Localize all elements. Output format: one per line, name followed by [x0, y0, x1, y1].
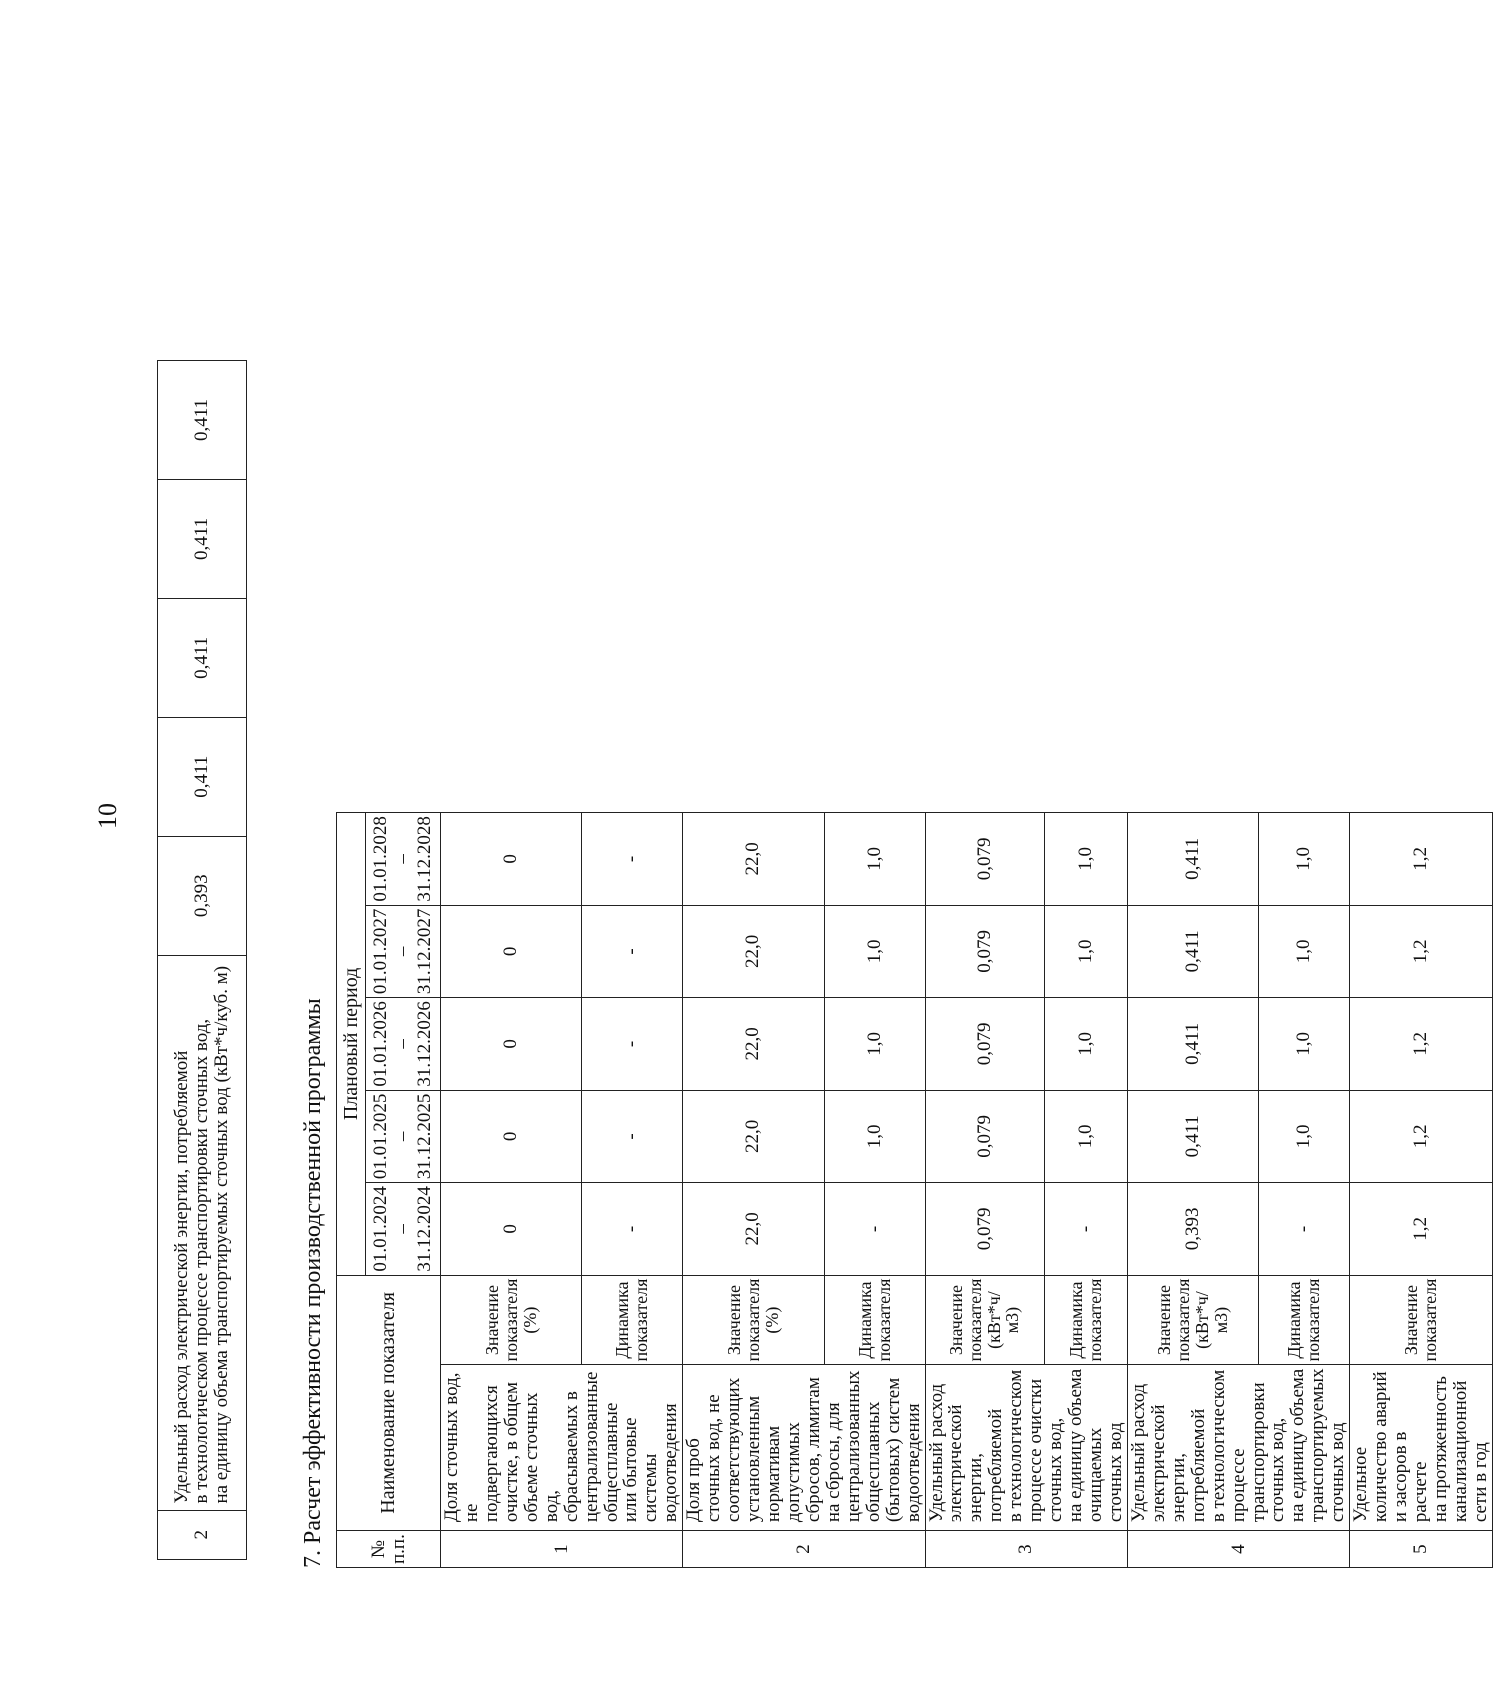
dynamics-cell: 1,0 — [1258, 905, 1350, 998]
row-number: 1 — [441, 1531, 683, 1568]
page-number: 10 — [93, 803, 122, 829]
dynamics-cell: 1,0 — [1044, 998, 1127, 1091]
indicator-name — [925, 1365, 1127, 1531]
header-name: Наименование показателя — [337, 1275, 441, 1531]
value-cell: 22,0 — [683, 1090, 824, 1183]
name-line: Удельный расход электрической энергии, потребляемой — [925, 1383, 1007, 1523]
indicator-name — [158, 955, 247, 1510]
date-dash: – — [392, 1224, 414, 1234]
date-dash: – — [392, 1039, 414, 1049]
value-cell: 22,0 — [683, 998, 824, 1091]
value-cell: 1,2 — [1350, 1090, 1493, 1183]
dynamics-cell: 1,0 — [824, 1090, 925, 1183]
value-cell: 22,0 — [683, 905, 824, 998]
name-line: общесплавные или бытовые системы водоотведения — [600, 1402, 682, 1523]
name-line: Удельное количество аварий и засоров в расчете — [1350, 1371, 1431, 1523]
value-cell: 1,2 — [1350, 998, 1493, 1091]
date-dash: – — [392, 1131, 414, 1142]
dynamics-label: Динамика показателя — [582, 1275, 683, 1365]
value-label: Значение показателя (%) — [441, 1275, 582, 1365]
value-cell: 0,411 — [1127, 1090, 1258, 1183]
value-label: Значение показателя — [1350, 1275, 1493, 1365]
value-cell: 0,079 — [925, 905, 1044, 998]
dynamics-cell: 1,0 — [1258, 998, 1350, 1091]
row-number: 3 — [925, 1531, 1127, 1568]
dynamics-cell: 1,0 — [824, 905, 925, 998]
value-cell: 1,2 — [1350, 813, 1493, 906]
dynamics-cell: 1,0 — [824, 998, 925, 1091]
header-date-2026 — [366, 998, 441, 1091]
dynamics-cell: 1,0 — [1044, 813, 1127, 906]
table-row — [925, 813, 1044, 1568]
value-2028: 0,411 — [158, 361, 247, 480]
dynamics-cell: 1,0 — [824, 813, 925, 906]
name-line: на единицу объема очищаемых сточных вод — [1065, 1368, 1126, 1523]
value-cell: 0 — [441, 1090, 582, 1183]
value-cell: 0 — [441, 813, 582, 906]
dynamics-label: Динамика показателя — [1258, 1275, 1350, 1365]
header-period: Плановый период — [337, 813, 366, 1276]
row-number: 2 — [158, 1510, 247, 1559]
value-cell: 0,393 — [1127, 1183, 1258, 1276]
value-label: Значение показателя (%) — [683, 1275, 824, 1365]
value-cell: 0,411 — [1127, 905, 1258, 998]
value-cell: 0,411 — [1127, 998, 1258, 1091]
name-line: на единицу объема транспортируемых сточных вод (кВт*ч/куб. м) — [210, 965, 232, 1504]
value-2024: 0,393 — [158, 836, 247, 955]
dynamics-label: Динамика показателя — [1044, 1275, 1127, 1365]
table-row — [441, 813, 582, 1568]
value-2025: 0,411 — [158, 717, 247, 836]
indicator-name — [1350, 1365, 1493, 1531]
date-end: 31.12.2025 — [413, 1093, 435, 1180]
section-title: 7. Расчет эффективности производственной программы — [300, 998, 326, 1568]
dynamics-cell: - — [824, 1183, 925, 1276]
value-2027: 0,411 — [158, 479, 247, 598]
header-date-2025 — [366, 1090, 441, 1183]
date-end: 31.12.2027 — [413, 908, 435, 995]
name-line: установленным нормативам допустимых сбросов, лимитам — [743, 1377, 824, 1523]
dynamics-cell: 1,0 — [1044, 905, 1127, 998]
date-start: 01.01.2024 — [370, 1186, 392, 1272]
date-start: 01.01.2025 — [370, 1093, 392, 1180]
table-row — [1127, 813, 1258, 1568]
header-date-2024 — [366, 1183, 441, 1276]
value-cell: 22,0 — [683, 813, 824, 906]
dynamics-cell: - — [582, 905, 683, 998]
value-cell: 0 — [441, 905, 582, 998]
dynamics-cell: 1,0 — [1258, 813, 1350, 906]
value-cell: 1,2 — [1350, 1183, 1493, 1276]
indicator-name — [441, 1365, 683, 1531]
date-start: 01.01.2028 — [370, 816, 392, 902]
dynamics-label: Динамика показателя — [824, 1275, 925, 1365]
name-line: объеме сточных вод, сбрасываемых в централизованные — [520, 1371, 602, 1523]
top-table — [157, 360, 247, 1560]
value-cell: 0,079 — [925, 1183, 1044, 1276]
date-start: 01.01.2027 — [370, 908, 392, 995]
date-dash: – — [392, 946, 414, 957]
value-label: Значение показателя (кВт*ч/м3) — [1127, 1275, 1258, 1365]
efficiency-table — [336, 812, 1493, 1568]
dynamics-cell: - — [1044, 1183, 1127, 1276]
value-cell: 0,079 — [925, 1090, 1044, 1183]
dynamics-cell: - — [582, 1183, 683, 1276]
value-cell: 0 — [441, 998, 582, 1091]
dynamics-cell: 1,0 — [1258, 1090, 1350, 1183]
row-number: 5 — [1350, 1531, 1493, 1568]
dynamics-cell: - — [582, 813, 683, 906]
date-end: 31.12.2026 — [413, 1001, 435, 1087]
header-date-2028 — [366, 813, 441, 906]
name-line: в технологическом процессе очистки сточных вод, — [1005, 1369, 1067, 1523]
date-dash: – — [392, 854, 414, 864]
row-number: 4 — [1127, 1531, 1349, 1568]
value-2026: 0,411 — [158, 598, 247, 717]
dynamics-cell: - — [1258, 1183, 1350, 1276]
date-start: 01.01.2026 — [370, 1001, 392, 1087]
value-cell: 22,0 — [683, 1183, 824, 1276]
name-line: в технологическом процессе транспортировки сточных вод, — [1207, 1369, 1289, 1523]
value-cell: 1,2 — [1350, 905, 1493, 998]
name-line: в технологическом процессе транспортировки сточных вод, — [191, 1018, 213, 1504]
header-date-2027 — [366, 905, 441, 998]
table-row — [158, 361, 247, 1560]
value-label: Значение показателя (кВт*ч/м3) — [925, 1275, 1044, 1365]
indicator-name — [683, 1365, 925, 1531]
name-line: Удельный расход электрической энергии, потребляемой — [171, 1050, 193, 1504]
value-cell: 0 — [441, 1183, 582, 1276]
table-row — [1350, 813, 1493, 1568]
value-cell: 0,079 — [925, 813, 1044, 906]
indicator-name — [1127, 1365, 1349, 1531]
name-line: Доля проб сточных вод, не соответствующих — [683, 1377, 745, 1523]
name-line: на единицу объема транспортируемых сточных вод — [1287, 1368, 1349, 1523]
value-cell: 0,079 — [925, 998, 1044, 1091]
dynamics-cell: - — [582, 998, 683, 1091]
name-line: (бытовых) систем водоотведения — [882, 1377, 924, 1523]
name-line: Доля сточных вод, не подвергающихся очистке, в общем — [441, 1372, 522, 1523]
date-end: 31.12.2024 — [413, 1186, 435, 1272]
name-line: на сбросы, для централизованных общесплавных — [822, 1370, 884, 1523]
dynamics-cell: 1,0 — [1044, 1090, 1127, 1183]
row-number: 2 — [683, 1531, 925, 1568]
header-num: № п.п. — [337, 1531, 441, 1568]
value-cell: 0,411 — [1127, 813, 1258, 906]
dynamics-cell: - — [582, 1090, 683, 1183]
table-row — [683, 813, 824, 1568]
top-table-wrapper — [157, 360, 247, 1560]
date-end: 31.12.2028 — [413, 816, 435, 902]
name-line: на протяженность канализационной сети в год — [1429, 1376, 1491, 1523]
header-row — [337, 813, 366, 1568]
name-line: Удельный расход электрической энергии, потребляемой — [1127, 1383, 1209, 1523]
